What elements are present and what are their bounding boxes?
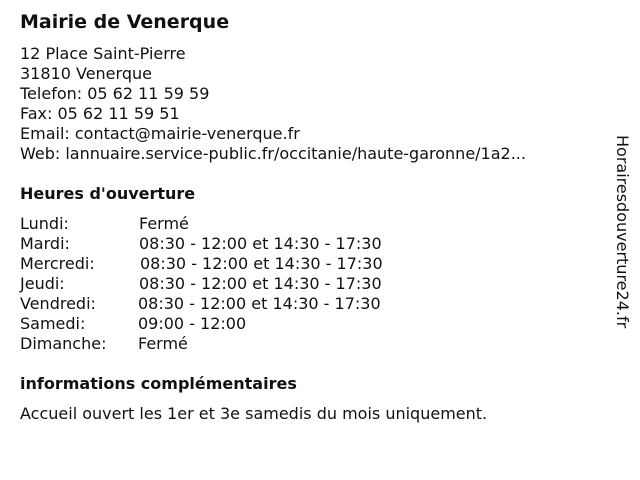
day-label: Mardi: (20, 234, 70, 253)
address-street: 12 Place Saint-Pierre (20, 44, 186, 63)
hours-value: 09:00 - 12:00 (138, 314, 247, 333)
day-label: Jeudi: (20, 274, 65, 293)
day-label: Lundi: (20, 214, 69, 233)
phone-number: Telefon: 05 62 11 59 59 (20, 84, 210, 103)
hours-value: Fermé (139, 214, 189, 233)
hours-value: Fermé (138, 334, 188, 353)
hours-value: 08:30 - 12:00 et 14:30 - 17:30 (139, 234, 382, 253)
additional-info-text: Accueil ouvert les 1er et 3e samedis du mois uniquement. (20, 404, 488, 423)
hours-value: 08:30 - 12:00 et 14:30 - 17:30 (140, 254, 383, 273)
email-address: Email: contact@mairie-venerque.fr (20, 124, 300, 143)
hours-value: 08:30 - 12:00 et 14:30 - 17:30 (138, 294, 381, 313)
page-title: Mairie de Venerque (20, 11, 230, 33)
opening-hours-heading: Heures d'ouverture (20, 184, 196, 203)
day-label: Dimanche: (20, 334, 107, 353)
site-watermark: Horairesdouverture24.fr (613, 135, 632, 329)
day-label: Vendredi: (20, 294, 96, 313)
additional-info-heading: informations complémentaires (20, 374, 297, 393)
day-label: Mercredi: (20, 254, 95, 273)
address-city: 31810 Venerque (20, 64, 152, 83)
website-url: Web: lannuaire.service-public.fr/occitanie/haute-garonne/1a2... (20, 144, 526, 163)
hours-value: 08:30 - 12:00 et 14:30 - 17:30 (139, 274, 382, 293)
day-label: Samedi: (20, 314, 86, 333)
fax-number: Fax: 05 62 11 59 51 (20, 104, 180, 123)
